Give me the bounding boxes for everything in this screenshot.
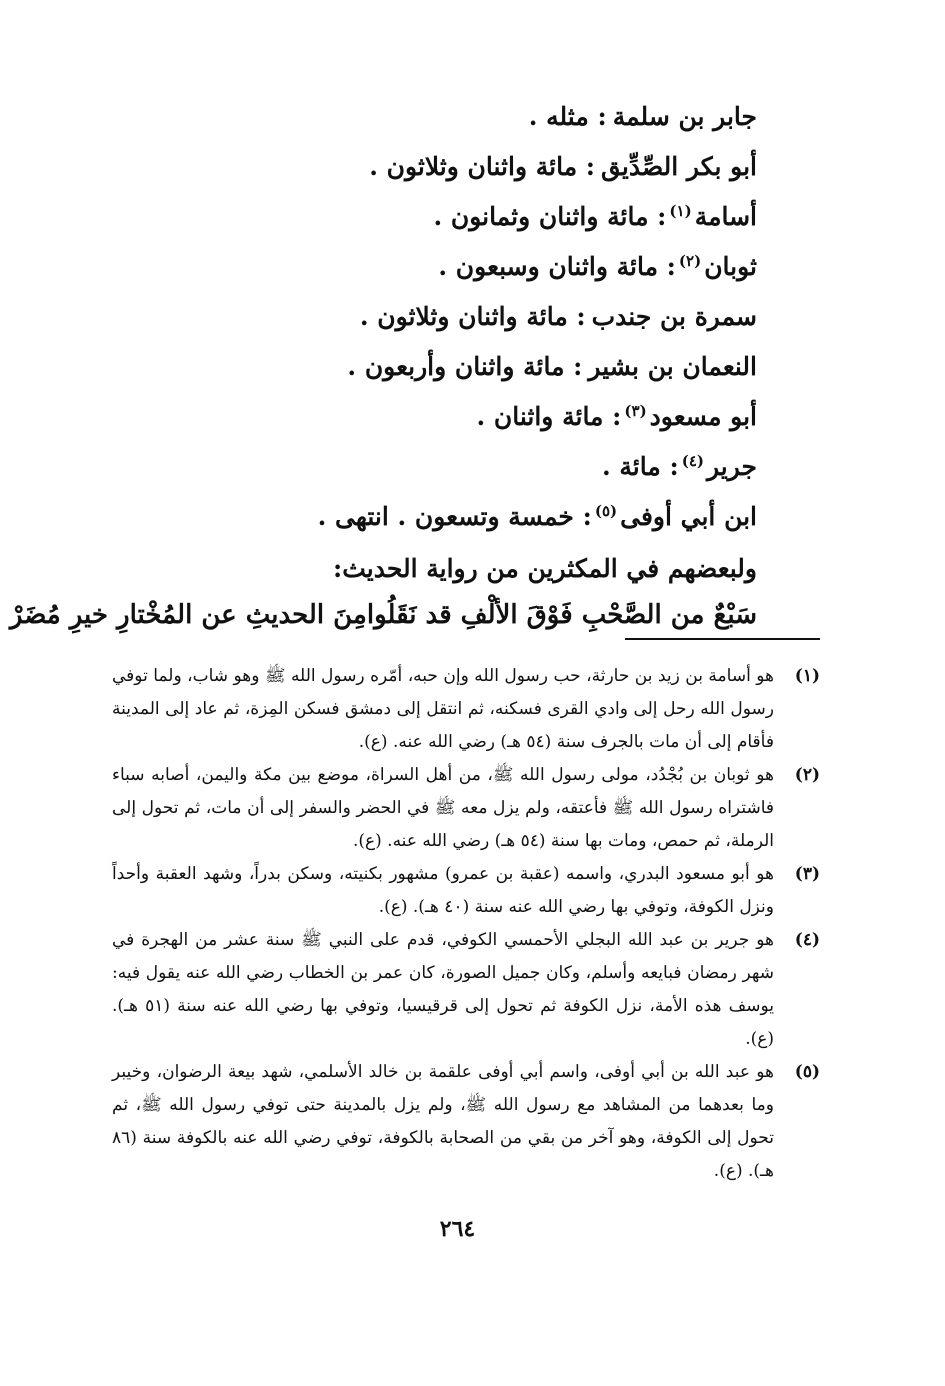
companion-name: ثوبان <box>704 252 757 281</box>
verse-second-hemistich: مِنَ الحديثِ عن المُخْتارِ خيرِ مُضَرْ <box>9 600 367 630</box>
list-item <box>117 492 757 542</box>
poetry-verse <box>9 594 757 636</box>
companion-name: النعمان بن بشير <box>588 352 757 381</box>
footnote-ref: (١) <box>669 201 692 220</box>
list-item <box>117 292 757 342</box>
footnote <box>112 759 820 858</box>
narration-count: : خمسة وتسعون . انتهى . <box>317 502 592 531</box>
narration-count: : مائة واثنان وثمانون . <box>433 202 667 231</box>
footnote-ref: (٤) <box>681 451 704 470</box>
list-item <box>117 342 757 392</box>
narration-count: : مائة . <box>602 452 679 481</box>
companion-name: جابر بن سلمة <box>612 102 757 131</box>
footnote-text: هو عبد الله بن أبي أوفى، واسم أبي أوفى علقمة بن خالد الأسلمي، شهد بيعة الرضوان، وخيبر وما بعدهما من المشاهد مع رسول الله ﷺ، ولم يزل بالمدينة حتى توفي رسول الله ﷺ، ثم تحول إلى الكوفة، وهو آخر من بقي من الصحابة بالكوفة، توفي رضي الله عنه بالكوفة سنة (٨٦ هـ). (ع). <box>112 1062 774 1181</box>
footnote-number: (٢) <box>794 765 820 785</box>
companion-name: أبو مسعود <box>649 402 757 431</box>
footnote-ref: (٥) <box>594 501 618 520</box>
companion-name: سمرة بن جندب <box>591 302 757 331</box>
list-item <box>117 192 757 242</box>
list-item <box>117 392 757 442</box>
companion-name: جرير <box>707 452 757 481</box>
list-item <box>117 242 757 292</box>
main-text <box>9 92 757 636</box>
footnote <box>112 858 820 924</box>
footnote-text: هو أسامة بن زيد بن حارثة، حب رسول الله وإن حبه، أمّره رسول الله ﷺ وهو شاب، ولما توفي رسول الله رحل إلى وادي القرى فسكنه، ثم انتقل إلى دمشق فسكن المِزة، ثم عاد إلى المدينة فأقام إلى أن مات بالجرف سنة (٥٤ هـ) رضي الله عنه. (ع). <box>112 666 774 752</box>
footnote-number: (١) <box>794 666 820 686</box>
footnote-number: (٣) <box>794 864 820 884</box>
footnote-text: هو ثوبان بن بُجْدُد، مولى رسول الله ﷺ، من أهل السراة، موضع بين مكة واليمن، أصابه سباء فاشتراه رسول الله ﷺ فأعتقه، ولم يزل معه ﷺ في الحضر والسفر إلى أن مات، ثم تحول إلى الرملة، ثم حمص، ومات بها سنة (٥٤ هـ) رضي الله عنه. (ع). <box>112 765 774 851</box>
footnote-ref: (٢) <box>678 251 702 270</box>
page-number: ٢٦٤ <box>439 1216 476 1242</box>
footnote-divider <box>625 638 820 640</box>
list-item <box>117 442 757 492</box>
footnote <box>112 924 820 1056</box>
footnote-number: (٤) <box>794 930 820 950</box>
verse-intro: ولبعضهم في المكثرين من رواية الحديث: <box>332 554 757 583</box>
list-item <box>117 92 757 142</box>
narration-count: : مائة واثنان وأربعون . <box>347 352 583 381</box>
footnote-ref: (٣) <box>624 401 647 420</box>
narration-count: : مائة واثنان وثلاثون . <box>369 152 596 181</box>
footnote-text: هو أبو مسعود البدري، واسمه (عقبة بن عمرو) مشهور بكنيته، وسكن بدراً، وشهد العقبة وأحداً ونزل الكوفة، وتوفي بها رضي الله عنه سنة (٤٠ هـ). (ع). <box>112 864 774 917</box>
narration-count: : مائة واثنان وثلاثون . <box>359 302 586 331</box>
companion-name: ابن أبي أوفى <box>620 502 757 531</box>
footnote <box>112 1056 820 1188</box>
companion-name: أسامة <box>694 202 757 231</box>
footnote-number: (٥) <box>794 1062 820 1082</box>
footnotes <box>112 660 820 1188</box>
narration-count: : مثله . <box>528 102 607 131</box>
verse-first-hemistich: سَبْعٌ من الصَّحْبِ فَوْقَ الألْفِ قد نَقَلُوا <box>366 600 757 630</box>
narration-count: : مائة واثنان وسبعون . <box>438 252 676 281</box>
footnote <box>112 660 820 759</box>
footnote-text: هو جرير بن عبد الله البجلي الأحمسي الكوفي، قدم على النبي ﷺ سنة عشر من الهجرة في شهر رمضان فبايعه وأسلم، وكان جميل الصورة، كان عمر بن الخطاب رضي الله عنه يقول فيه: يوسف هذه الأمة، نزل الكوفة ثم تحول إلى قرقيسيا، وتوفي بها رضي الله عنه سنة (٥١ هـ). (ع). <box>112 930 774 1049</box>
narration-count: : مائة واثنان . <box>476 402 622 431</box>
companion-name: أبو بكر الصِّدِّيق <box>601 152 757 181</box>
list-item <box>117 142 757 192</box>
